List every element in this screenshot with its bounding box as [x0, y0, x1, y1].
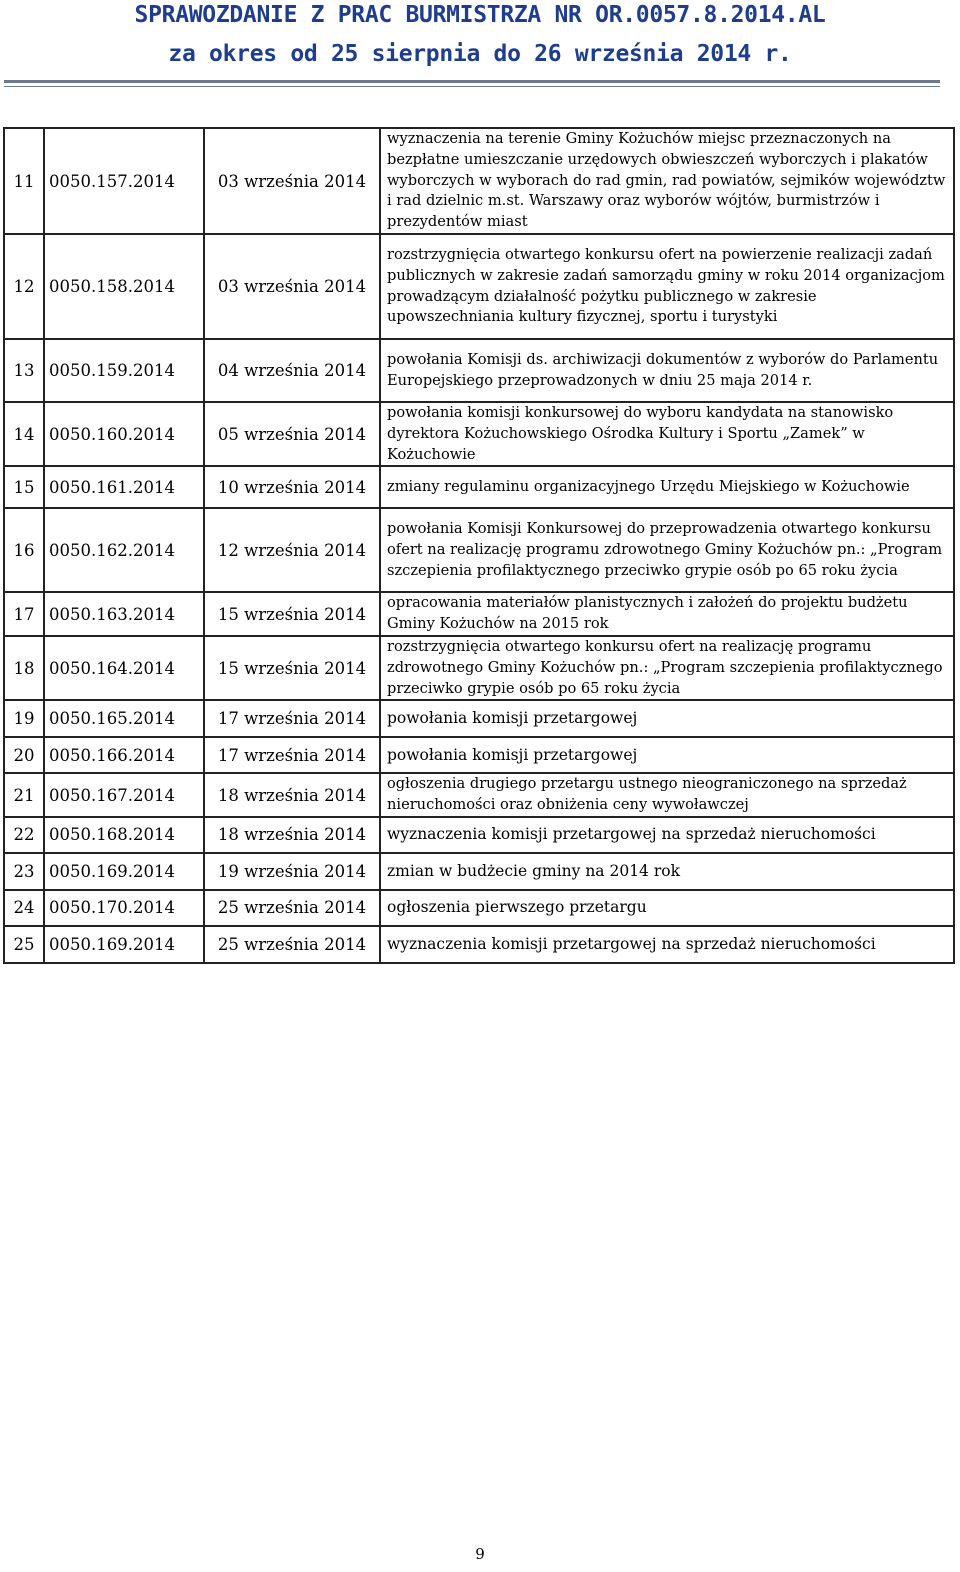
decision-description: wyznaczenia komisji przetargowej na sprzedaż nieruchomości	[380, 817, 954, 853]
decision-description: opracowania materiałów planistycznych i założeń do projektu budżetu Gminy Kożuchów na 2015 rok	[380, 592, 954, 636]
decision-date: 15 września 2014	[204, 592, 380, 636]
table-row	[4, 853, 954, 890]
decision-date: 19 września 2014	[204, 853, 380, 890]
decision-id: 0050.168.2014	[44, 817, 204, 853]
table-row	[4, 700, 954, 737]
row-number: 25	[4, 926, 44, 963]
decision-date: 17 września 2014	[204, 737, 380, 773]
decision-id: 0050.166.2014	[44, 737, 204, 773]
decision-date: 25 września 2014	[204, 890, 380, 926]
decision-date: 10 września 2014	[204, 466, 380, 508]
report-title: SPRAWOZDANIE Z PRAC BURMISTRZA NR OR.0057.8.2014.AL	[134, 2, 826, 28]
decision-id: 0050.164.2014	[44, 636, 204, 700]
decision-description: powołania komisji konkursowej do wyboru kandydata na stanowisko dyrektora Kożuchowskiego Ośrodka Kultury i Sportu „Zamek” w Kożuchowie	[380, 402, 954, 466]
table-row	[4, 128, 954, 234]
decisions-table	[3, 127, 955, 964]
decision-id: 0050.170.2014	[44, 890, 204, 926]
decision-description: ogłoszenia drugiego przetargu ustnego nieograniczonego na sprzedaż nieruchomości oraz obniżenia ceny wywoławczej	[380, 773, 954, 817]
row-number: 19	[4, 700, 44, 737]
decision-description: powołania komisji przetargowej	[380, 737, 954, 773]
decision-description: ogłoszenia pierwszego przetargu	[380, 890, 954, 926]
table-row	[4, 890, 954, 926]
decision-date: 17 września 2014	[204, 700, 380, 737]
table-row	[4, 466, 954, 508]
table-row	[4, 402, 954, 466]
decision-date: 05 września 2014	[204, 402, 380, 466]
row-number: 24	[4, 890, 44, 926]
decision-id: 0050.157.2014	[44, 128, 204, 234]
decision-date: 18 września 2014	[204, 773, 380, 817]
decision-description: wyznaczenia na terenie Gminy Kożuchów miejsc przeznaczonych na bezpłatne umieszczanie urzędowych obwieszczeń wyborczych i plakatów wyborczych w wyborach do rad gmin, rad powiatów, sejmików województw i rad dzielnic m.st. Warszawy oraz wyborów wójtów, burmistrzów i prezydentów miast	[380, 128, 954, 234]
row-number: 11	[4, 128, 44, 234]
table-row	[4, 339, 954, 402]
table-row	[4, 817, 954, 853]
header-rule-thick	[4, 80, 940, 83]
decision-date: 03 września 2014	[204, 234, 380, 339]
row-number: 16	[4, 508, 44, 592]
decision-date: 04 września 2014	[204, 339, 380, 402]
row-number: 15	[4, 466, 44, 508]
row-number: 17	[4, 592, 44, 636]
row-number: 12	[4, 234, 44, 339]
decision-date: 25 września 2014	[204, 926, 380, 963]
decision-id: 0050.169.2014	[44, 853, 204, 890]
decision-id: 0050.161.2014	[44, 466, 204, 508]
table-row	[4, 508, 954, 592]
decision-id: 0050.162.2014	[44, 508, 204, 592]
decision-date: 15 września 2014	[204, 636, 380, 700]
decision-description: rozstrzygnięcia otwartego konkursu ofert na realizację programu zdrowotnego Gminy Kożuchów pn.: „Program szczepienia profilaktycznego przeciwko grypie osób po 65 roku życia	[380, 636, 954, 700]
row-number: 14	[4, 402, 44, 466]
table-row	[4, 234, 954, 339]
table-row	[4, 737, 954, 773]
table-row	[4, 636, 954, 700]
table-row	[4, 926, 954, 963]
table-row	[4, 773, 954, 817]
decision-description: powołania komisji przetargowej	[380, 700, 954, 737]
decision-id: 0050.158.2014	[44, 234, 204, 339]
decision-description: zmian w budżecie gminy na 2014 rok	[380, 853, 954, 890]
decision-id: 0050.159.2014	[44, 339, 204, 402]
report-period: za okres od 25 sierpnia do 26 września 2014 r.	[168, 41, 792, 67]
table-row	[4, 592, 954, 636]
decision-id: 0050.160.2014	[44, 402, 204, 466]
decision-id: 0050.163.2014	[44, 592, 204, 636]
decision-description: zmiany regulaminu organizacyjnego Urzędu Miejskiego w Kożuchowie	[380, 466, 954, 508]
page-number: 9	[475, 1545, 485, 1563]
row-number: 23	[4, 853, 44, 890]
decision-id: 0050.167.2014	[44, 773, 204, 817]
decision-description: rozstrzygnięcia otwartego konkursu ofert na powierzenie realizacji zadań publicznych w zakresie zadań samorządu gminy w roku 2014 organizacjom prowadzącym działalność pożytku publicznego w zakresie upowszechniania kultury fizycznej, sportu i turystyki	[380, 234, 954, 339]
row-number: 22	[4, 817, 44, 853]
decision-description: powołania Komisji Konkursowej do przeprowadzenia otwartego konkursu ofert na realizację programu zdrowotnego Gminy Kożuchów pn.: „Program szczepienia profilaktycznego przeciwko grypie osób po 65 roku życia	[380, 508, 954, 592]
decision-id: 0050.169.2014	[44, 926, 204, 963]
row-number: 20	[4, 737, 44, 773]
row-number: 21	[4, 773, 44, 817]
decision-id: 0050.165.2014	[44, 700, 204, 737]
header-rule-thin	[4, 86, 940, 87]
decision-description: wyznaczenia komisji przetargowej na sprzedaż nieruchomości	[380, 926, 954, 963]
decision-date: 03 września 2014	[204, 128, 380, 234]
decision-description: powołania Komisji ds. archiwizacji dokumentów z wyborów do Parlamentu Europejskiego przeprowadzonych w dniu 25 maja 2014 r.	[380, 339, 954, 402]
decision-date: 12 września 2014	[204, 508, 380, 592]
row-number: 18	[4, 636, 44, 700]
decision-date: 18 września 2014	[204, 817, 380, 853]
row-number: 13	[4, 339, 44, 402]
